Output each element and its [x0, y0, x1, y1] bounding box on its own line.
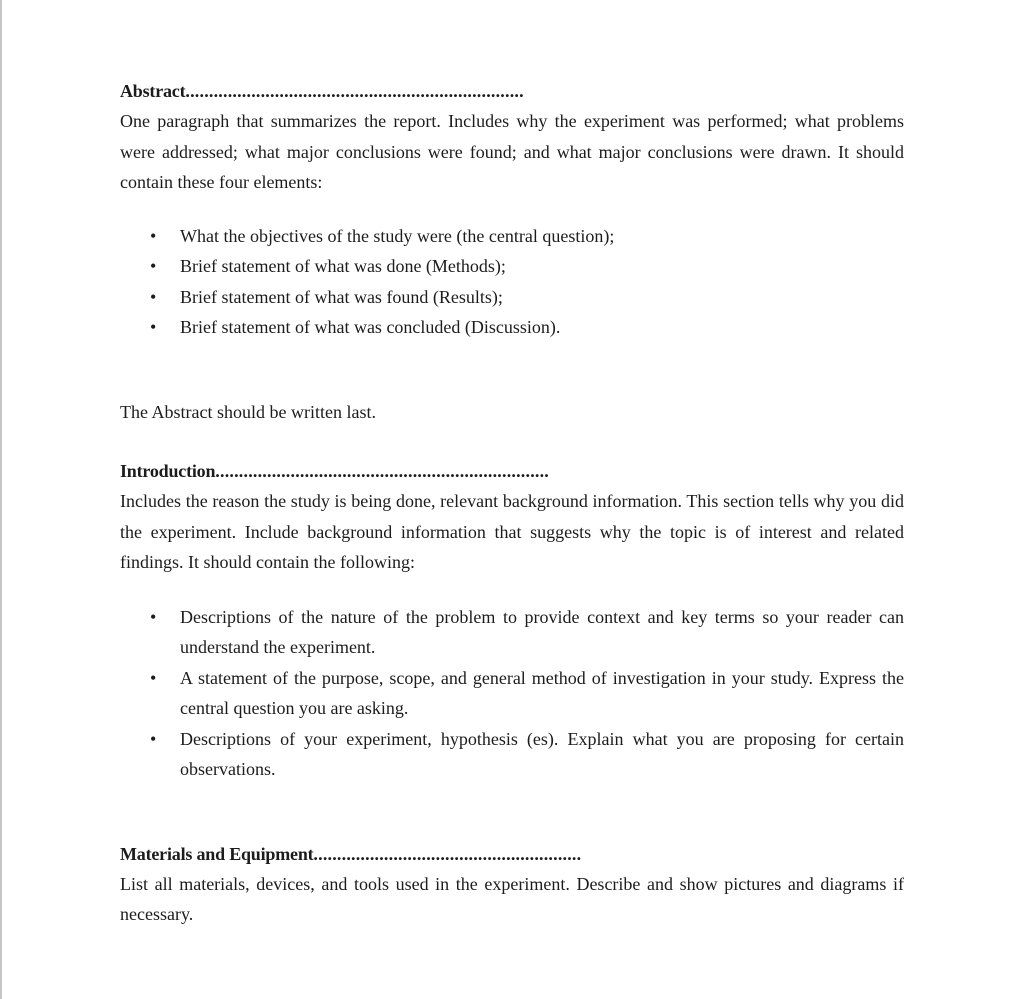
- list-item: • Descriptions of the nature of the problem to provide context and key terms so your reader can understand the experiment.: [120, 602, 904, 663]
- introduction-leader-dots: .......................................................................: [215, 461, 549, 481]
- abstract-section: [120, 76, 904, 427]
- bullet-icon: •: [150, 667, 157, 688]
- bullet-icon: •: [150, 606, 157, 627]
- page-left-border: [0, 0, 2, 999]
- list-item: • Brief statement of what was concluded (Discussion).: [120, 312, 904, 343]
- abstract-leader-dots: ........................................................................: [185, 81, 524, 101]
- list-item: • What the objectives of the study were (the central question);: [120, 221, 904, 252]
- abstract-paragraph: One paragraph that summarizes the report. Includes why the experiment was performed; what problems were addressed; what major conclusions were found; and what major conclusions were drawn. It should contain these four elements:: [120, 111, 904, 192]
- materials-title: Materials and Equipment: [120, 843, 314, 864]
- bullet-icon: •: [150, 256, 157, 276]
- list-item: • A statement of the purpose, scope, and general method of investigation in your study. Express the central question you are asking.: [120, 663, 904, 724]
- bullet-icon: •: [150, 225, 157, 246]
- document-page: [120, 76, 904, 930]
- introduction-paragraph: Includes the reason the study is being done, relevant background information. This section tells why you did the experiment. Include background information that suggests why the topic is of interest and related findings. It should contain the following:: [120, 491, 904, 572]
- introduction-bullet-list: [120, 602, 904, 785]
- abstract-heading: [120, 76, 904, 106]
- introduction-heading: [120, 456, 904, 486]
- materials-heading: [120, 839, 904, 869]
- abstract-bullet-list: [120, 221, 904, 343]
- list-item: • Descriptions of your experiment, hypothesis (es). Explain what you are proposing for certain observations.: [120, 724, 904, 785]
- abstract-title: Abstract: [120, 81, 186, 101]
- bullet-icon: •: [150, 317, 157, 337]
- bullet-icon: •: [150, 286, 157, 307]
- introduction-title: Introduction: [120, 461, 216, 481]
- materials-leader-dots: .........................................................: [313, 843, 582, 864]
- materials-section: [120, 839, 904, 930]
- materials-paragraph: List all materials, devices, and tools used in the experiment. Describe and show pictures and diagrams if necessary.: [120, 873, 904, 924]
- list-item: • Brief statement of what was found (Results);: [120, 282, 904, 313]
- abstract-note: The Abstract should be written last.: [120, 401, 376, 422]
- bullet-icon: •: [150, 728, 157, 749]
- introduction-section: [120, 456, 904, 785]
- list-item: • Brief statement of what was done (Methods);: [120, 251, 904, 282]
